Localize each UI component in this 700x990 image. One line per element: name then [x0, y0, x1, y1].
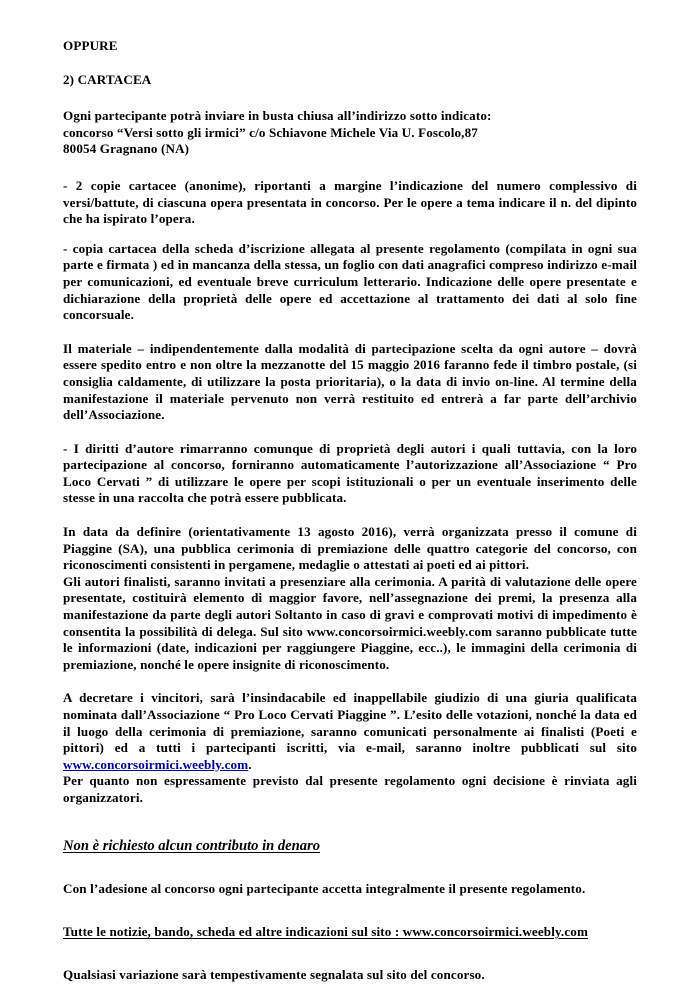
paragraph-unforeseen-matters: Per quanto non espressamente previsto dal presente regolamento ogni decisione è rinviata agli organizzatori.	[63, 773, 637, 805]
spacer	[63, 424, 637, 441]
spacer	[63, 158, 637, 178]
spacer	[63, 507, 637, 524]
heading-no-fee: Non è richiesto alcun contributo in denaro	[63, 837, 321, 854]
finalists-text-before-url: Gli autori finalisti, saranno invitati a presenziare alla cerimonia. A parità di valutazione delle opere presentate, costituirà elemento di maggior favore, nell’assegnazione dei premi, la presenza alla manifestazione da parte degli autori Soltanto in caso di gravi e comprovati motivi di impedimento è consentita la possibilità di delega. Sul sito	[63, 573, 637, 639]
address-recipient-line: concorso “Versi sotto gli irmici” c/o Schiavone Michele Via U. Foscolo,87	[63, 124, 478, 140]
spacer	[63, 55, 637, 72]
spacer	[63, 941, 637, 967]
line-all-info-wrapper	[63, 923, 637, 941]
section-heading-cartacea: 2) CARTACEA	[63, 71, 152, 87]
paragraph-award-ceremony: In data da definire (orientativamente 13 agosto 2016), verrà organizzata presso il comune di Piaggine (SA), una pubblica cerimonia di premiazione delle quattro categorie del concorso, con riconoscimenti consistenti in pergamene, medaglie o attestati ai poeti ed ai pittori.	[63, 524, 637, 573]
jury-text-after-link: .	[248, 756, 252, 772]
oppure-label: OPPURE	[63, 38, 118, 53]
address-intro-line: Ogni partecipante potrà inviare in busta chiusa all’indirizzo sotto indicato:	[63, 108, 492, 124]
jury-text-before-link: A decretare i vincitori, sarà l’insindacabile ed inappellabile giudizio di una giuria qualificata nominata dall’Associazione “ Pro Loco Cervati Piaggine ”. L’esito delle votazioni, nonché la data ed il luogo della cerimonia di premiazione, saranno comunicati personalmente ai finalisti (Poeti e pittori) ed a tutti i partecipanti iscritti, via e-mail, saranno inoltre pubblicati sul sito	[63, 690, 637, 756]
requirement-paper-copies: - 2 copie cartacee (anonime), riportanti a margine l’indicazione del numero complessivo di versi/battute, di ciascuna opera presentata in concorso. Per le opere a tema indicare il n. del dipinto che ha ispirato l’opera.	[63, 177, 637, 227]
paragraph-author-rights: - I diritti d’autore rimarranno comunque di proprietà degli autori i quali tuttavia, con la loro partecipazione al concorso, forniranno automaticamente l’autorizzazione all’Associazione “ Pro Loco Cervati ” di utilizzare le opere per scopi istituzionali o per un eventuale inserimento delle stesse in una raccolta che potrà essere pubblicata.	[63, 440, 637, 506]
paragraph-shipping-deadline: Il materiale – indipendentemente dalla modalità di partecipazione scelta da ogni autore – dovrà essere spedito entro e non oltre la mezzanotte del 15 maggio 2016 faranno fede il timbro postale, (si consiglia caldamente, di utilizzare la posta prioritaria), o la data di invio on-line. Al termine della manifestazione il materiale pervenuto non verrà restituito ed entrerà a far parte dell’archivio dell’Associazione.	[63, 340, 637, 423]
line-all-info: Tutte le notizie, bando, scheda ed altre indicazioni sul sito : www.concorsoirmici.weebly.com	[63, 924, 588, 940]
spacer	[63, 324, 637, 341]
spacer	[63, 673, 637, 690]
spacer	[63, 897, 637, 923]
document-body	[63, 38, 637, 984]
heading-no-fee-wrapper	[63, 837, 637, 855]
website-url-plain: www.concorsoirmici.weebly.com	[306, 623, 493, 639]
website-hyperlink[interactable]: www.concorsoirmici.weebly.com	[63, 756, 249, 772]
finalists-text-after-url: saranno pubblicate tutte le informazioni (date, indicazioni per raggiungere Piaggine, ecc..), le immagini della cerimonia di premiazione, nonché le opere insignite di riconoscimento.	[63, 623, 637, 672]
spacer	[63, 855, 637, 881]
address-city-line: 80054 Gragnano (NA)	[63, 141, 190, 157]
spacer	[63, 88, 637, 108]
paragraph-jury-decision	[63, 690, 637, 773]
requirement-registration-form: - copia cartacea della scheda d’iscrizione allegata al presente regolamento (compilata in ogni sua parte e firmata ) ed in mancanza della stessa, un foglio con dati anagrafici compreso indirizzo e-mail per comunicazioni, ed eventuale breve curriculum letterario. Indicazione delle opere presentate e dichiarazione della proprietà delle opere ed accettazione al trattamento dei dati al solo fine concorsuale.	[63, 240, 637, 323]
spacer	[63, 228, 637, 241]
spacer	[63, 807, 637, 837]
paragraph-changes-notice: Qualsiasi variazione sarà tempestivamente segnalata sul sito del concorso.	[63, 967, 485, 983]
paragraph-finalists-attendance	[63, 574, 637, 674]
paragraph-acceptance: Con l’adesione al concorso ogni partecipante accetta integralmente il presente regolamento.	[63, 880, 586, 896]
